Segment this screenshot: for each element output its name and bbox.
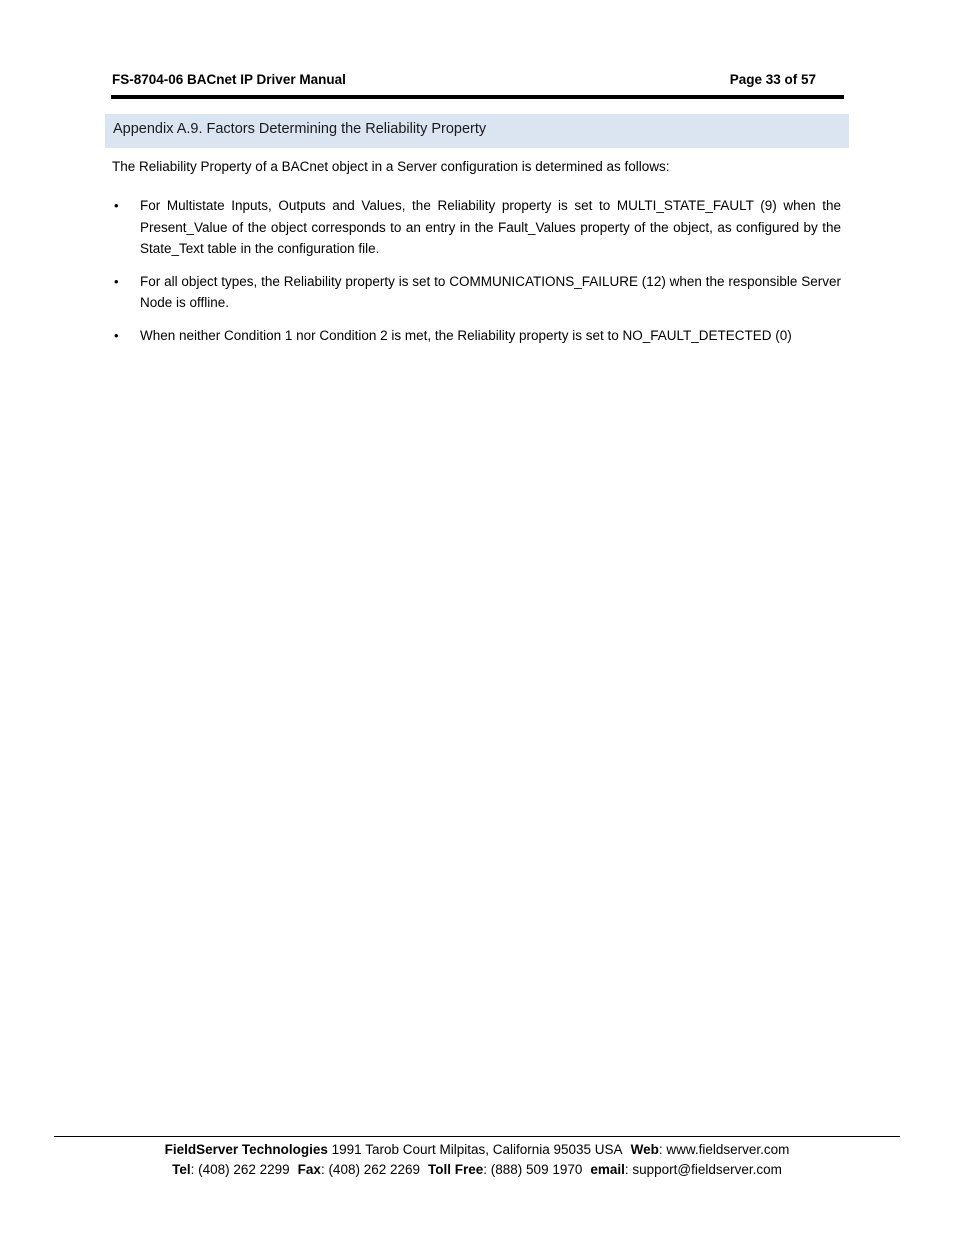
document-title: FS-8704-06 BACnet IP Driver Manual [112,72,346,87]
list-item [112,325,841,347]
footer-fax-value: : (408) 262 2269 [320,1161,421,1177]
footer-email-label: email [590,1161,625,1177]
list-item-text: When neither Condition 1 nor Condition 2 is met, the Reliability property is set to NO_FAULT_DETECTED (0) [140,327,792,343]
list-item-text: For Multistate Inputs, Outputs and Values, the Reliability property is set to MULTI_STATE_FAULT (9) when the Present_Value of the object corresponds to an entry in the Fault_Values property of the object, as configured by the State_Text table in the configuration file. [140,198,841,256]
footer-line-2 [54,1160,900,1180]
footer-fax-label: Fax [297,1161,321,1177]
list-item-text: For all object types, the Reliability property is set to COMMUNICATIONS_FAILURE (12) when the responsible Server Node is offline. [140,273,841,310]
section-heading: Appendix A.9. Factors Determining the Reliability Property [113,121,487,137]
footer-tollfree-label: Toll Free [428,1161,484,1177]
page-number: Page 33 of 57 [729,72,816,87]
footer-company: FieldServer Technologies [164,1142,328,1157]
footer-tel-label: Tel [172,1161,191,1177]
footer-divider [54,1136,900,1137]
bullet-icon: • [114,198,119,213]
footer-email-link[interactable]: : support@fieldserver.com [624,1161,782,1177]
footer-tollfree-value: : (888) 509 1970 [483,1161,583,1177]
bullet-list [112,195,841,357]
footer-address: 1991 Tarob Court Milpitas, California 95035 USA [327,1142,623,1157]
bullet-icon: • [114,327,119,343]
intro-paragraph: The Reliability Property of a BACnet object in a Server configuration is determined as follows: [112,159,670,174]
bullet-icon: • [114,273,119,289]
section-heading-bar [105,114,849,148]
header-divider [111,95,844,99]
page-footer [54,1140,900,1179]
page-header [112,72,816,92]
footer-web-link[interactable]: : www.fieldserver.com [658,1142,790,1157]
list-item [112,271,841,314]
footer-tel-value: : (408) 262 2299 [190,1161,290,1177]
footer-web-label: Web [630,1142,659,1157]
list-item [112,195,841,260]
footer-line-1 [54,1140,900,1160]
